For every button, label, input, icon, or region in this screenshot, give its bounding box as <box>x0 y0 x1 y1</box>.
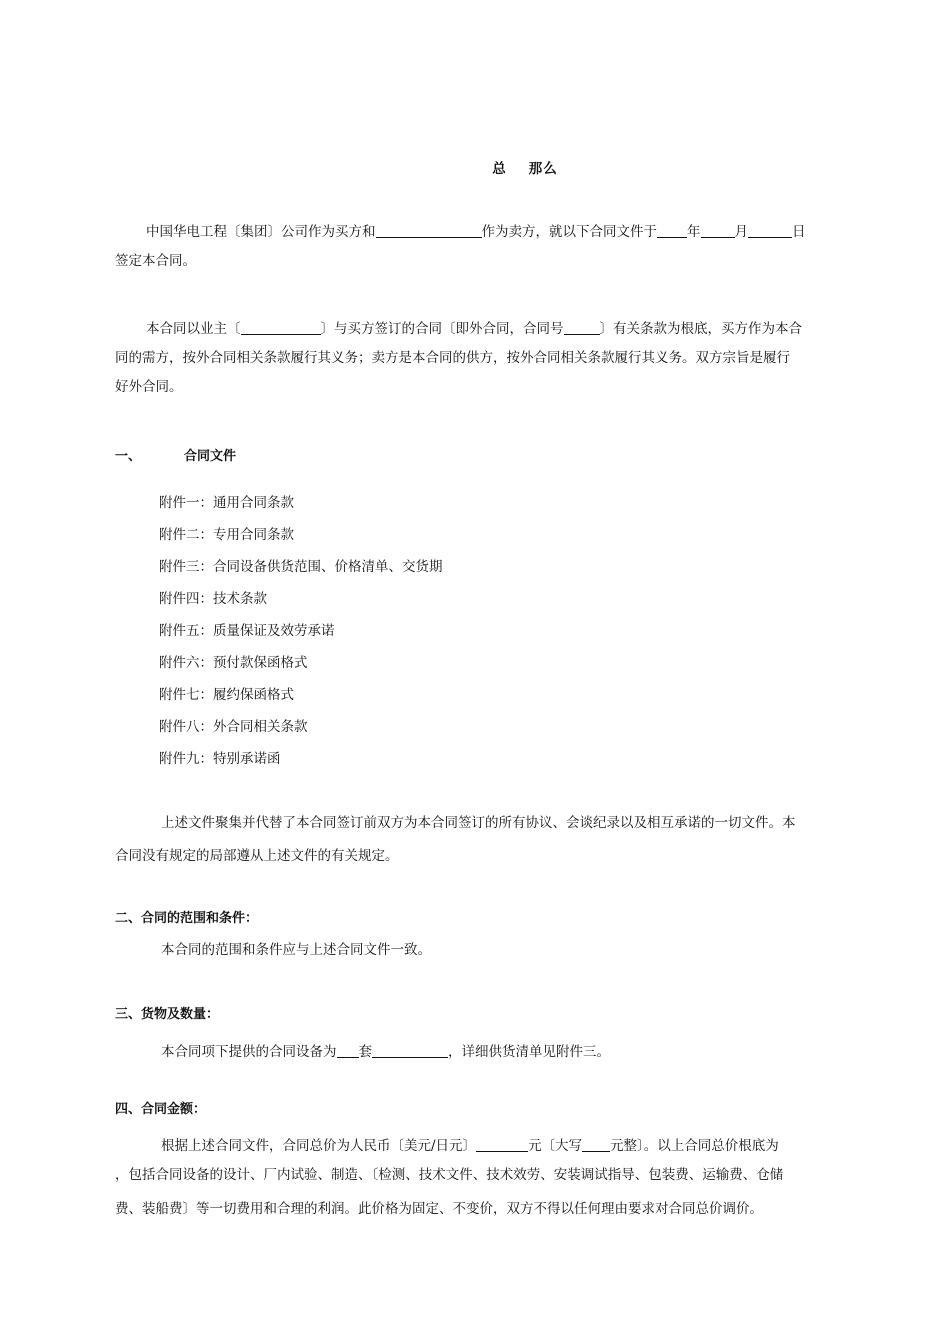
seller-blank <box>376 223 482 238</box>
intro-line-2: 签定本合同。 <box>115 253 196 269</box>
basis-line-1: 本合同以业主〔 〕与买方签订的合同〔即外合同，合同号 〕有关条款为根底，买方作为本合 <box>146 321 802 337</box>
supersede-line-1: 上述文件聚集并代替了本合同签订前双方为本合同签订的所有协议、会谈纪录以及相互承诺的一切文件。本 <box>161 815 796 831</box>
attachment-item: 附件三：合同设备供货范围、价格清单、交货期 <box>159 559 443 575</box>
attachment-item: 附件九：特别承诺函 <box>159 751 281 767</box>
attachment-item: 附件六：预付款保函格式 <box>159 655 308 671</box>
day-blank <box>748 223 792 238</box>
basis-line-3: 好外合同。 <box>115 379 183 395</box>
title-part-2: 那么 <box>528 161 558 177</box>
section-4-heading: 四、合同金额： <box>115 1102 207 1117</box>
intro-line-1: 中国华电工程〔集团〕公司作为买方和 作为卖方，就以下合同文件于 年 月 日 <box>146 224 806 240</box>
attachment-item: 附件七：履约保函格式 <box>159 687 294 703</box>
amount-words-blank <box>582 1137 610 1152</box>
quantity-blank <box>337 1043 359 1058</box>
section-1-heading: 一、 合同文件 <box>115 449 237 464</box>
section-4-line-1: 根据上述合同文件，合同总价为人民币〔美元/日元〕 元〔大写 元整〕。以上合同总价根底为 <box>161 1138 779 1154</box>
equipment-blank <box>372 1043 448 1058</box>
section-4-line-2: ，包括合同设备的设计、厂内试验、制造、〔检测、技术文件、技术效劳、安装调试指导、包装费、运输费、仓储 <box>115 1167 784 1183</box>
section-3-heading: 三、货物及数量： <box>115 1007 220 1022</box>
basis-line-2: 同的需方，按外合同相关条款履行其义务；卖方是本合同的供方，按外合同相关条款履行其义务。双方宗旨是履行 <box>115 350 790 366</box>
attachment-item: 附件二：专用合同条款 <box>159 527 294 543</box>
section-4-line-3: 费、装船费〕等一切费用和合理的利润。此价格为固定、不变价，双方不得以任何理由要求对合同总价调价。 <box>115 1201 763 1217</box>
supersede-line-2: 合同没有规定的局部遵从上述文件的有关规定。 <box>115 848 399 864</box>
section-2-body: 本合同的范围和条件应与上述合同文件一致。 <box>161 942 431 958</box>
document-title <box>0 157 950 177</box>
attachment-item: 附件五：质量保证及效劳承诺 <box>159 623 335 639</box>
owner-blank <box>241 320 321 335</box>
contract-number-blank <box>564 320 600 335</box>
year-blank <box>657 223 687 238</box>
section-2-heading: 二、合同的范围和条件： <box>115 911 259 926</box>
title-part-1: 总 <box>492 161 507 177</box>
section-3-body: 本合同项下提供的合同设备为 套 ，详细供货清单见附件三。 <box>161 1044 610 1060</box>
month-blank <box>701 223 735 238</box>
attachment-item: 附件四：技术条款 <box>159 591 267 607</box>
attachment-item: 附件八：外合同相关条款 <box>159 719 308 735</box>
attachment-item: 附件一：通用合同条款 <box>159 495 294 511</box>
amount-blank <box>476 1137 528 1152</box>
